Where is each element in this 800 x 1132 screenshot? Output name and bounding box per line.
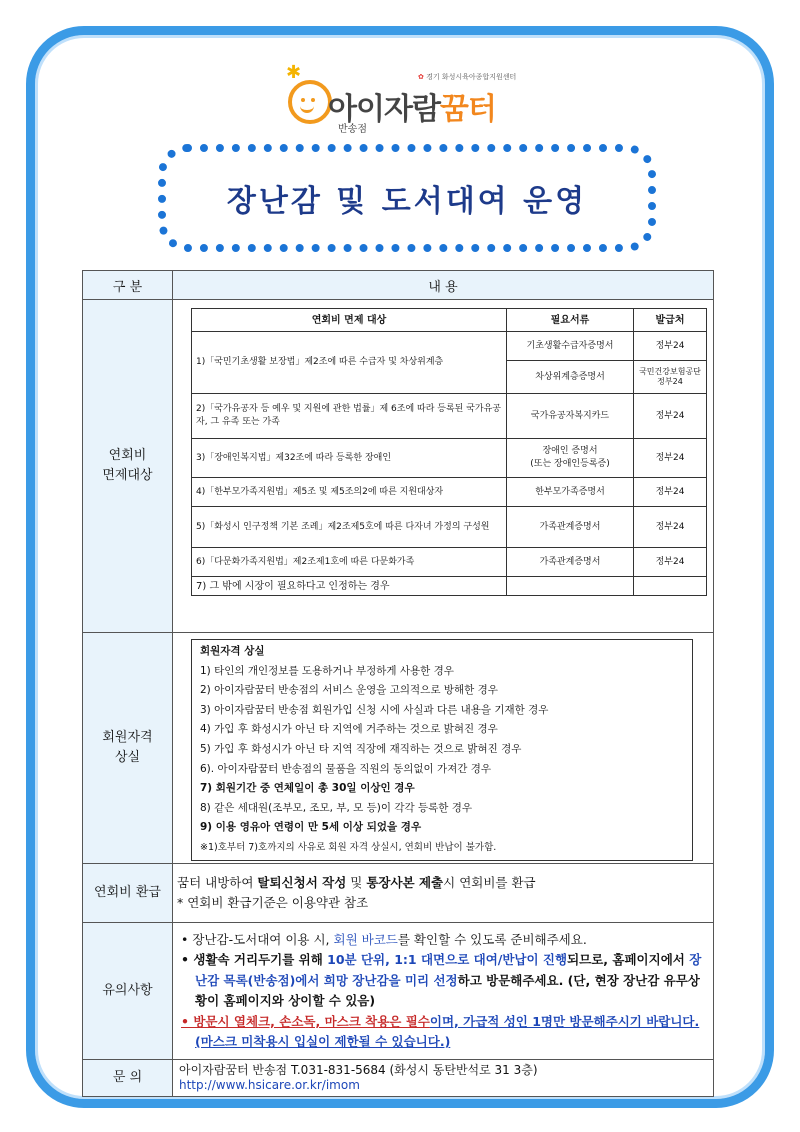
list-item: 1) 타인의 개인정보를 도용하거나 부정하게 사용한 경우 <box>200 664 454 677</box>
issuer-cell: 정부24 <box>634 478 707 507</box>
docs-cell: 가족관계증명서 <box>507 548 634 577</box>
target-cell: 1)「국민기초생활 보장법」제2조에 따른 수급자 및 차상위계층 <box>192 332 507 394</box>
issuer-cell: 정부24 <box>634 548 707 577</box>
loss-title: 회원자격 상실 <box>200 645 265 657</box>
col-target: 연회비 면제 대상 <box>192 309 507 332</box>
issuer-cell: 정부24 <box>634 332 707 361</box>
logo-branch: 반송점 <box>338 124 367 135</box>
logo-brand: 아이자람꿈터 <box>328 92 496 127</box>
list-item: 3) 아이자람꿈터 반송점 회원가입 신청 시에 사실과 다른 내용을 기재한 경우 <box>200 703 549 716</box>
exemption-label: 연회비 면제대상 <box>83 300 173 633</box>
target-cell: 7) 그 밖에 시장이 필요하다고 인정하는 경우 <box>192 577 507 596</box>
loss-note: ※1)호부터 7)호까지의 사유로 회원 자격 상실시, 연회비 반납이 불가함. <box>200 841 497 853</box>
target-cell: 5)「화성시 인구정책 기본 조례」제2조제5호에 따른 다자녀 가정의 구성원 <box>192 507 507 548</box>
refund-content <box>173 864 714 923</box>
docs-cell: 국가유공자복지카드 <box>507 394 634 439</box>
table-row <box>192 332 707 361</box>
issuer-cell: 정부24 <box>634 507 707 548</box>
logo <box>280 62 540 138</box>
loss-box <box>191 639 693 861</box>
header-content: 내 용 <box>173 271 714 300</box>
docs-cell: 가족관계증명서 <box>507 507 634 548</box>
table-row <box>192 394 707 439</box>
exemption-content <box>173 300 714 633</box>
note-item: • 방문시 열체크, 손소독, 마스크 착용은 필수이며, 가급적 성인 1명만 방문해주시기 바랍니다. (마스크 미착용시 입실이 제한될 수 있습니다.) <box>181 1013 700 1049</box>
exemption-table-header <box>192 309 707 332</box>
docs-cell: 한부모가족증명서 <box>507 478 634 507</box>
header-category: 구 분 <box>83 271 173 300</box>
title-box <box>158 144 656 252</box>
target-cell: 6)「다문화가족지원법」제2조제1호에 따른 다문화가족 <box>192 548 507 577</box>
table-row <box>192 439 707 478</box>
list-item: 4) 가입 후 화성시가 아닌 타 지역에 거주하는 것으로 밝혀진 경우 <box>200 723 498 736</box>
target-cell: 2)「국가유공자 등 예우 및 지원에 관한 법률」제 6조에 따라 등록된 국가유공자, 그 유족 또는 가족 <box>192 394 507 439</box>
list-item: 8) 같은 세대원(조부모, 조모, 부, 모 등)이 각각 등록한 경우 <box>200 801 473 814</box>
target-cell: 4)「한부모가족지원법」제5조 및 제5조의2에 따른 지원대상자 <box>192 478 507 507</box>
docs-cell: 기초생활수급자증명서 <box>507 332 634 361</box>
table-row <box>192 507 707 548</box>
note-item: • 생활속 거리두기를 위해 10분 단위, 1:1 대면으로 대여/반납이 진행되므로, 홈페이지에서 장난감 목록(반송점)에서 희망 장난감을 미리 선정하고 방문해주세요. (단, 현장 장난감 유무상황이 홈페이지와 상이할 수 있음) <box>181 952 702 1008</box>
table-row <box>192 548 707 577</box>
exemption-row <box>83 300 714 633</box>
list-item: 5) 가입 후 화성시가 아닌 타 지역 직장에 재직하는 것으로 밝혀진 경우 <box>200 742 522 755</box>
table-row <box>192 577 707 596</box>
page-title: 장난감 및 도서대여 운영 <box>226 184 588 219</box>
note-item: • 장난감-도서대여 이용 시, 회원 바코드를 확인할 수 있도록 준비해주세요. <box>181 931 587 947</box>
info-table <box>82 270 714 1097</box>
docs-cell <box>507 577 634 596</box>
center-emblem-icon: ✿ <box>418 73 424 81</box>
table-header-row <box>83 271 714 300</box>
refund-line-2: * 연회비 환급기준은 이용약관 참조 <box>177 895 369 910</box>
docs-cell: 차상위계층증명서 <box>507 361 634 394</box>
table-row <box>192 478 707 507</box>
star-icon: ✱ <box>286 62 302 83</box>
refund-line-1: 꿈터 내방하여 탈퇴신청서 작성 및 통장사본 제출시 연회비를 환급 <box>177 875 536 890</box>
smiley-face-icon <box>288 80 332 124</box>
notes-row <box>83 923 714 1060</box>
notes-label: 유의사항 <box>83 923 173 1060</box>
loss-row <box>83 633 714 864</box>
issuer-cell: 정부24 <box>634 394 707 439</box>
col-docs: 필요서류 <box>507 309 634 332</box>
contact-label: 문 의 <box>83 1060 173 1097</box>
refund-row <box>83 864 714 923</box>
list-item: 9) 이용 영유아 연령이 만 5세 이상 되었을 경우 <box>200 821 422 834</box>
list-item: 7) 회원기간 중 연체일이 총 30일 이상인 경우 <box>200 782 415 795</box>
contact-info: 아이자람꿈터 반송점 T.031-831-5684 (화성시 동탄반석로 31 3층) <box>179 1063 538 1077</box>
loss-label: 회원자격 상실 <box>83 633 173 864</box>
list-item: 6). 아이자람꿈터 반송점의 물품을 직원의 동의없이 가져간 경우 <box>200 762 492 775</box>
loss-content <box>173 633 714 864</box>
exemption-table <box>191 308 707 596</box>
contact-url[interactable]: http://www.hsicare.or.kr/imom <box>179 1078 360 1092</box>
notes-content <box>173 923 714 1060</box>
refund-label: 연회비 환급 <box>83 864 173 923</box>
col-issuer: 발급처 <box>634 309 707 332</box>
target-cell: 3)「장애인복지법」제32조에 따라 등록한 장애인 <box>192 439 507 478</box>
contact-row <box>83 1060 714 1097</box>
docs-cell: 장애인 증명서 (또는 장애인등록증) <box>507 439 634 478</box>
logo-center-name: ✿ 경기 화성시육아종합지원센터 <box>418 73 517 81</box>
issuer-cell: 국민건강보험공단 정부24 <box>634 361 707 394</box>
list-item: 2) 아이자람꿈터 반송점의 서비스 운영을 고의적으로 방해한 경우 <box>200 684 498 697</box>
issuer-cell: 정부24 <box>634 439 707 478</box>
contact-content <box>173 1060 714 1097</box>
issuer-cell <box>634 577 707 596</box>
